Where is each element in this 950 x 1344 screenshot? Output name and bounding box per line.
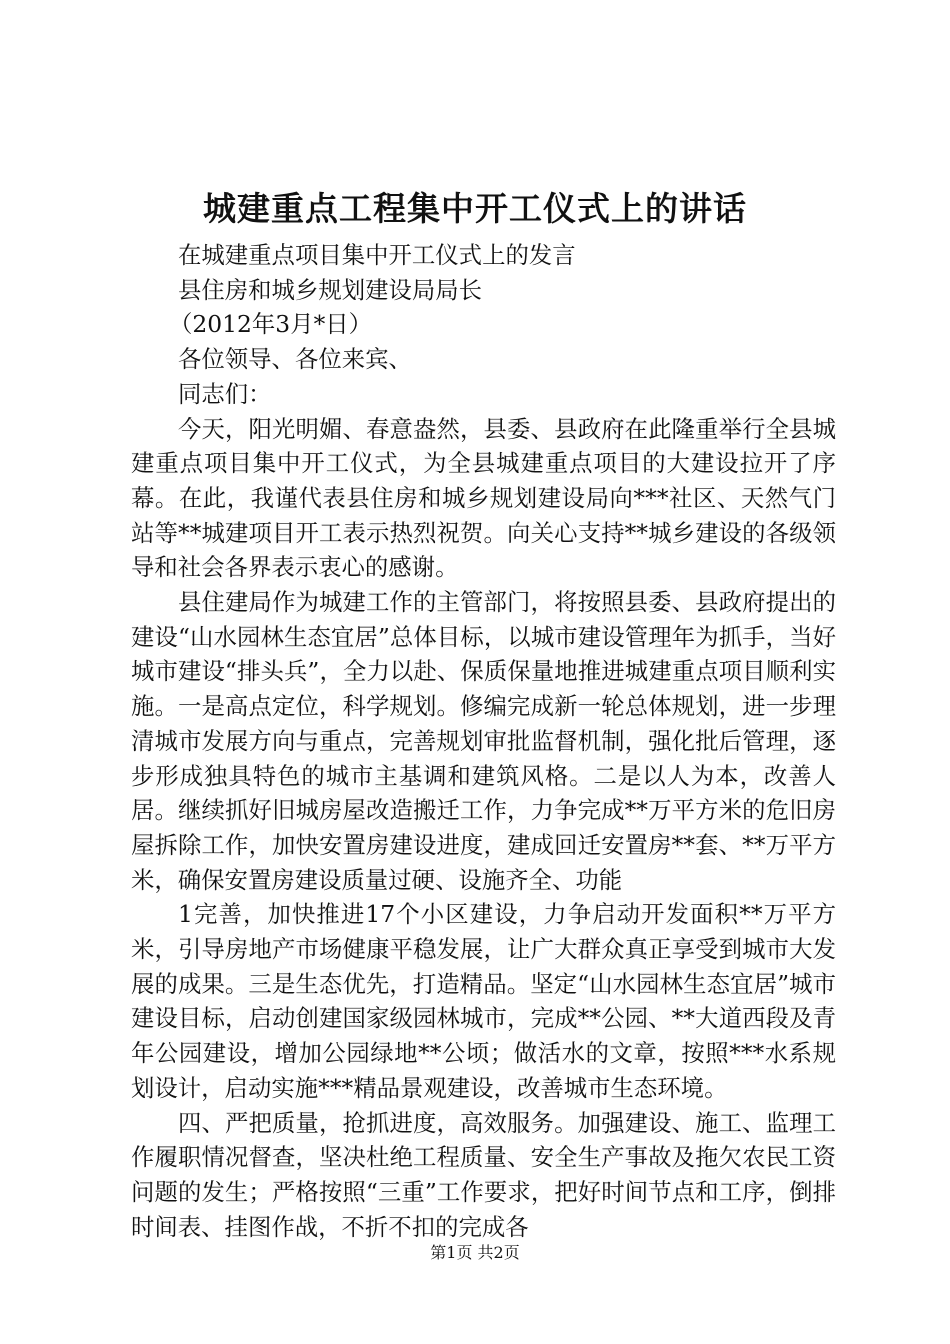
- salutation-line-2: 同志们：: [178, 379, 272, 408]
- page-footer: 第1页 共2页: [430, 1243, 520, 1262]
- speaker-line: 县住房和城乡规划建设局局长: [178, 275, 483, 304]
- document-title: 城建重点工程集中开工仪式上的讲话: [203, 189, 747, 228]
- salutation-line: 各位领导、各位来宾、: [178, 345, 412, 374]
- document-body: [131, 238, 836, 1244]
- speech-heading: 在城建重点项目集中开工仪式上的发言: [178, 241, 576, 269]
- body-paragraph: 今天，阳光明媚、春意盎然，县委、县政府在此隆重举行全县城建重点项目集中开工仪式，为全县城建重点项目的大建设拉开了序幕。在此，我谨代表县住房和城乡规划建设局向***社区、天然气门站等**城建项目开工表示热烈祝贺。向关心支持**城乡建设的各级领导和社会各界表示衷心的感谢。: [131, 414, 836, 582]
- body-paragraph: 县住建局作为城建工作的主管部门，将按照县委、县政府提出的建设“山水园林生态宜居”总体目标，以城市建设管理年为抓手，当好城市建设“排头兵”，全力以赴、保质保量地推进城建重点项目顺利实施。一是高点定位，科学规划。修编完成新一轮总体规划，进一步理清城市发展方向与重点，完善规划审批监督机制，强化批后管理，逐步形成独具特色的城市主基调和建筑风格。二是以人为本，改善人居。继续抓好旧城房屋改造搬迁工作，力争完成**万平方米的危旧房屋拆除工作，加快安置房建设进度，建成回迁安置房**套、**万平方米，确保安置房建设质量过硬、设施齐全、功能: [131, 588, 836, 894]
- body-paragraph: 1完善，加快推进17个小区建设，力争启动开发面积**万平方米，引导房地产市场健康平稳发展，让广大群众真正享受到城市大发展的成果。三是生态优先，打造精品。坚定“山水园林生态宜居”城市建设目标，启动创建国家级园林城市，完成**公园、**大道西段及青年公园建设，增加公园绿地**公顷；做活水的文章，按照***水系规划设计，启动实施***精品景观建设，改善城市生态环境。: [131, 900, 836, 1102]
- body-paragraph: 四、严把质量，抢抓进度，高效服务。加强建设、施工、监理工作履职情况督查，坚决杜绝工程质量、安全生产事故及拖欠农民工资问题的发生；严格按照“三重”工作要求，把好时间节点和工序，倒排时间表、挂图作战，不折不扣的完成各: [131, 1108, 836, 1241]
- date-line: （2012年3月*日）: [169, 310, 373, 339]
